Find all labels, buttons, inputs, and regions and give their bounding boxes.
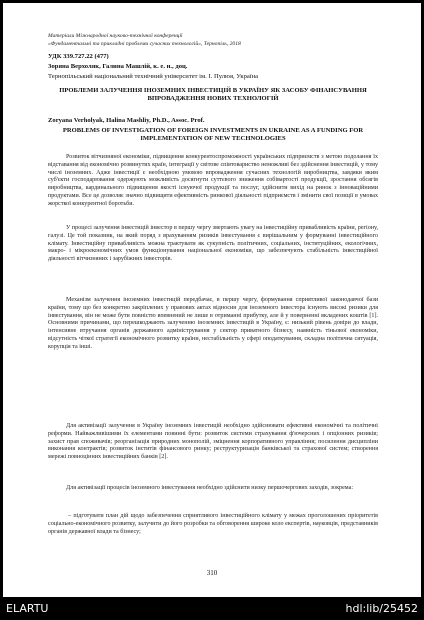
conference-header-line: «Фундаментальні та прикладні проблеми сучасних технологій», Тернопіль, 2018 bbox=[48, 41, 241, 47]
affiliation: Тернопільський національний технічний університет ім. І. Пулюя, Україна bbox=[48, 73, 259, 80]
document-page bbox=[3, 3, 421, 597]
conference-header bbox=[48, 32, 378, 48]
title-en: PROBLEMS OF INVESTIGATION OF FOREIGN INVESTMENTS IN UKRAINE AS A FUNDING FOR IMPLEMENTATION OF NEW TECHNOLOGIES bbox=[62, 127, 364, 143]
title-ua: ПРОБЛЕМИ ЗАЛУЧЕННЯ ІНОЗЕМНИХ ІНВЕСТИЦІЙ В УКРАЇНУ ЯК ЗАСОБУ ФІНАНСУВАННЯ ВПРОВАДЖЕННЯ НОВИХ ТЕХНОЛОГІЙ bbox=[59, 87, 367, 103]
authors-en: Zoryana Verholyak, Halina Mashliy, Ph.D., Assoc. Prof. bbox=[48, 117, 205, 124]
handle-identifier[interactable]: hdl:lib/25452 bbox=[345, 602, 418, 615]
repository-name[interactable]: ELARTU bbox=[6, 602, 49, 615]
conference-header-line: Матеріали Міжнародної науково-технічної конференції bbox=[48, 33, 183, 39]
body-paragraph: Для активізації процесів іноземного інвестування необхідно здійснити низку першочергових заходів, зокрема: bbox=[66, 485, 354, 491]
udk-code: УДК 339.727.22 (477) bbox=[48, 53, 109, 60]
body-paragraph: Механізм залучення іноземних інвестицій передбачає, в першу чергу, формування сприятливої законодавчої бази країни, тому що без конкретно закріплених у правових актах відносин для іноземного інвестора існують високі ризики для інвестування, він не може бути повністю впевнений не лише в отриманні прибутку, але й у поверненні вкладених коштів [1]. Основними причинами, що перешкоджають залученню іноземних інвестицій в Україну, є: низький рівень довіри до влади, інтенсивне втручання органів державного адміністрування у сектор приватного бізнесу, наявність тіньової економіки, відсутність чіткої стратегії економічного розвитку країни, нестабільність у сфері оподаткування, складна політична ситуація, корупція та інші. bbox=[48, 297, 378, 350]
repository-footer-bar bbox=[0, 598, 424, 620]
body-paragraph: Розвиток вітчизняної економіки, підвищення конкурентоспроможності українських підприємств з метою подолання їх відставання від економічно розвинутих країн, інтеграції у світове співтовариство неможливі без здійснення інвестицій, у тому числі іноземних. Адже інвестиції є необхідною умовою впровадження сучасних технологій виробництва, завдяки яким суб'єкти господарювання одержують можливість досягнути суттєвого зниження собівартості продукції, зростання обсягів виробництва, кардинального підвищення якості існуючої продукції та послуг, здійснити вихід на ринок з інноваційними продуктами. Все це дозволяє значно підвищити ефективність ринкової діяльності підприємств і змінити свої позиції в умовах жорсткої конкурентної боротьби. bbox=[48, 154, 378, 207]
body-paragraph: У процесі залучення інвестицій інвестор в першу чергу звертають увагу на інвестиційну привабливість країни, регіону, галузі. Це той показник, на який поряд з врахуванням ризиків інвестування є вирішальним у формуванні інвестиційного клімату. Інвестиційну привабливість можна трактувати як сукупність політичних, соціальних, інституційних, екологічних, макро- і мікроекономічних умов функціонування національної економіки, що забезпечують стабільність інвестиційної діяльності вітчизняних і зарубіжних інвесторів. bbox=[48, 225, 378, 263]
body-paragraph: Для активізації залучення в Україну іноземних інвестицій необхідно здійснювати ефективні економічні та політичні реформи. Найважливішими їх елементами повинні бути: розвиток системи страхування ф'ючерсних і опціонних ризиків; захист прав споживачів; реорганізація природних монополій, зміцнення корпоративного управління; посилення дисципліни виконання контрактів; розвиток інститів фінансового ринку; реструктуризація банківської та страхової систем; створення мережі повноцінних інвестиційних банків [2]. bbox=[48, 423, 378, 461]
page-number: 310 bbox=[206, 569, 218, 577]
bullet-item: – підготувати план дій щодо забезпечення сприятливого інвестиційного клімату у межах проголошених пріоритетів соціально-економічного розвитку, залучити до його розробки та обговорення широке коло експертів, науковців, представників органів державної влади та бізнесу; bbox=[48, 513, 378, 535]
authors-ua: Зоряна Верхоляк, Галина Машлій, к. е. н., доц. bbox=[48, 63, 188, 70]
bullet-text: підготувати план дій щодо забезпечення сприятливого інвестиційного клімату у межах проголошених пріоритетів соціально-економічного розвитку, залучити до його розробки та обговорення широке коло експертів, науковців, представників органів державної влади та бізнесу; bbox=[48, 513, 378, 535]
